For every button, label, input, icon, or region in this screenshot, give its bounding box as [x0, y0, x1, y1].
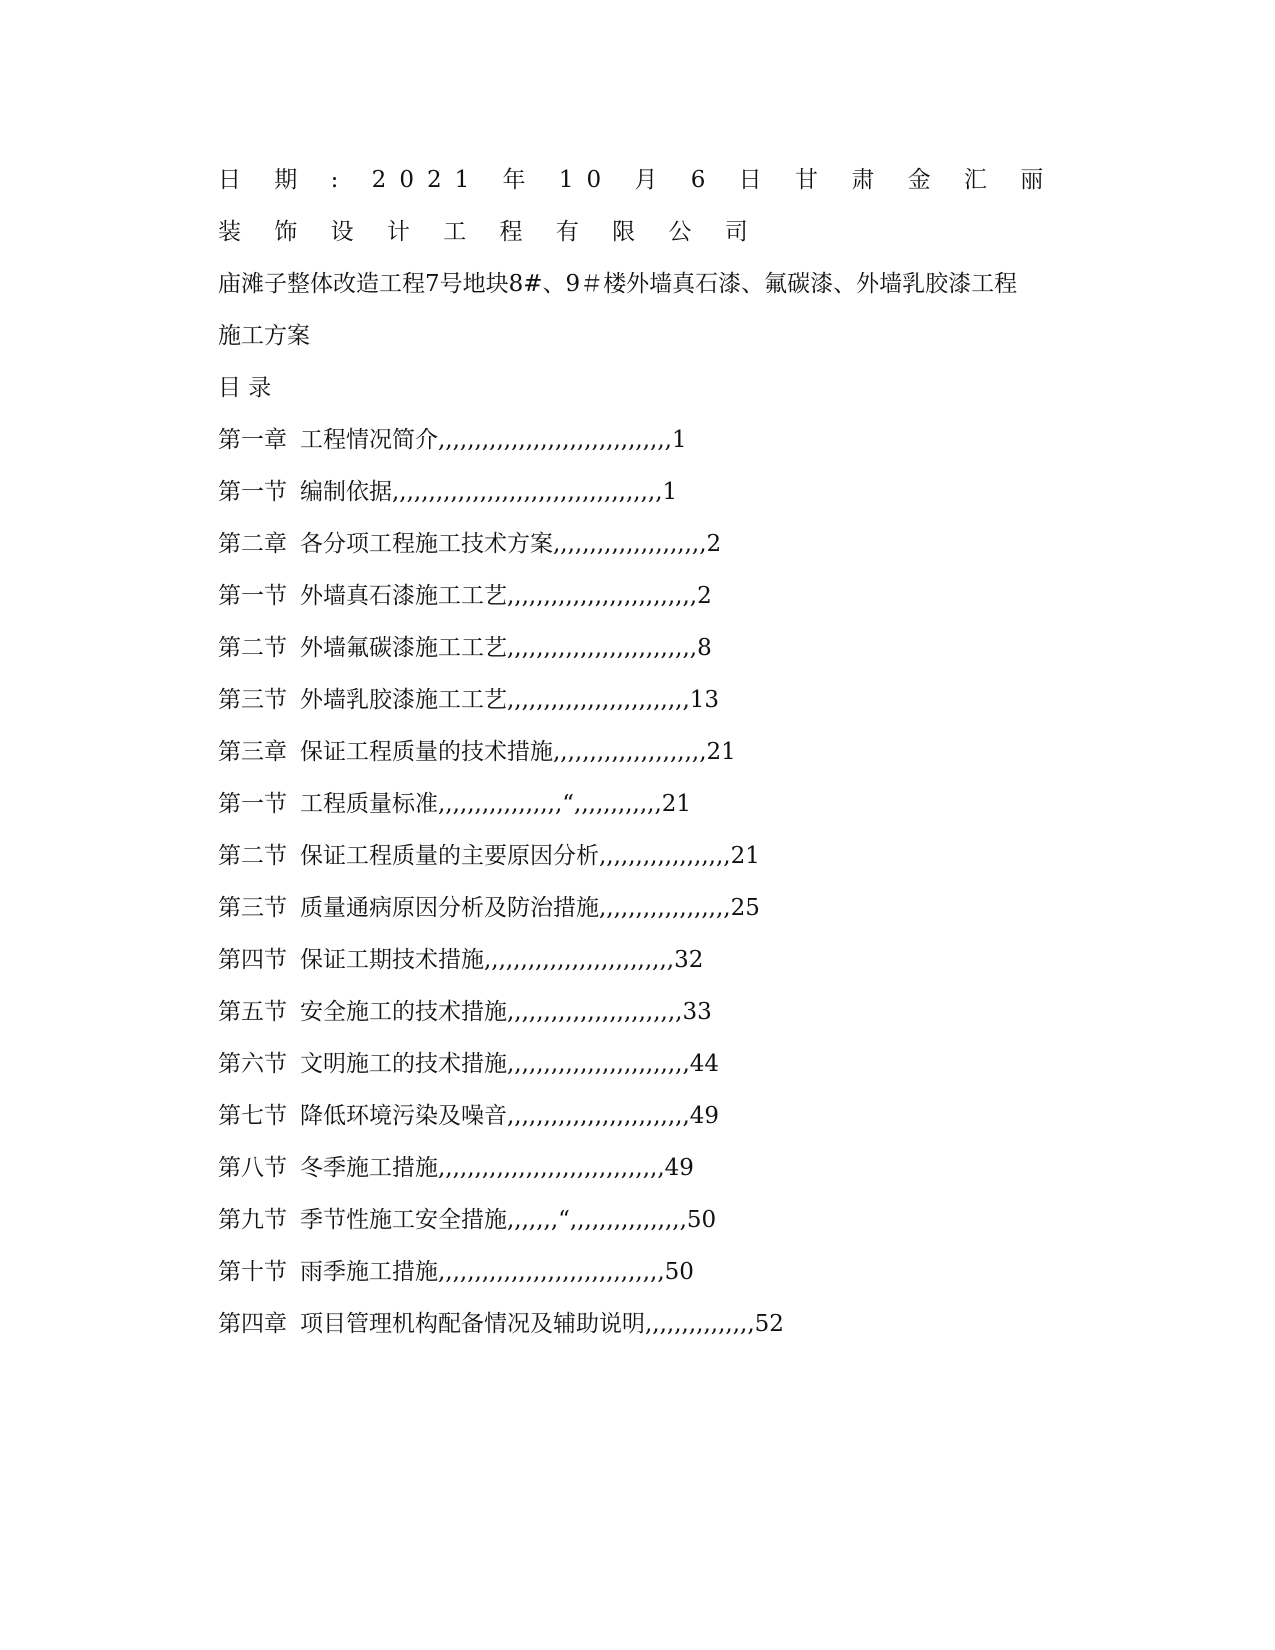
toc-entry-text: 外墙氟碳漆施工工艺,,,,,,,,,,,,,,,,,,,,,,,,,,8 — [300, 635, 712, 661]
toc-entry-text: 外墙乳胶漆施工工艺,,,,,,,,,,,,,,,,,,,,,,,,,13 — [300, 687, 720, 713]
toc-entry-label: 第三节 — [218, 895, 287, 921]
toc-entry — [218, 581, 712, 611]
toc-entry-text: 编制依据,,,,,,,,,,,,,,,,,,,,,,,,,,,,,,,,,,,,,1 — [300, 479, 678, 505]
toc-entry-label: 第九节 — [218, 1207, 287, 1233]
toc-entry-text: 降低环境污染及噪音,,,,,,,,,,,,,,,,,,,,,,,,,49 — [300, 1103, 720, 1129]
toc-entry-text: 保证工期技术措施,,,,,,,,,,,,,,,,,,,,,,,,,,32 — [300, 947, 704, 973]
toc-entry — [218, 893, 760, 923]
toc-entry-label: 第六节 — [218, 1051, 287, 1077]
toc-entry-text: 冬季施工措施,,,,,,,,,,,,,,,,,,,,,,,,,,,,,,,49 — [300, 1155, 694, 1181]
toc-entry-label: 第八节 — [218, 1155, 287, 1181]
toc-entry-text: 安全施工的技术措施,,,,,,,,,,,,,,,,,,,,,,,,33 — [300, 999, 712, 1025]
toc-entry-label: 第四章 — [218, 1311, 287, 1337]
toc-entry — [218, 1257, 694, 1287]
toc-entry-text: 雨季施工措施,,,,,,,,,,,,,,,,,,,,,,,,,,,,,,,50 — [300, 1259, 694, 1285]
toc-entry — [218, 997, 712, 1027]
toc-entry-label: 第一节 — [218, 479, 287, 505]
toc-entry — [218, 1309, 784, 1339]
toc-entry — [218, 841, 760, 871]
toc-entry-label: 第二节 — [218, 843, 287, 869]
toc-entry-text: 项目管理机构配备情况及辅助说明,,,,,,,,,,,,,,,52 — [300, 1311, 784, 1337]
toc-entry-text: 保证工程质量的技术措施,,,,,,,,,,,,,,,,,,,,,21 — [300, 739, 736, 765]
toc-entry-label: 第一章 — [218, 427, 287, 453]
toc-entry — [218, 633, 712, 663]
toc-entry-text: 质量通病原因分析及防治措施,,,,,,,,,,,,,,,,,,25 — [300, 895, 760, 921]
toc-entry-text: 外墙真石漆施工工艺,,,,,,,,,,,,,,,,,,,,,,,,,,2 — [300, 583, 712, 609]
toc-heading: 目 录 — [218, 375, 272, 401]
toc-entry-text: 工程质量标准,,,,,,,,,,,,,,,,,“,,,,,,,,,,,,21 — [300, 791, 692, 817]
toc-entry-label: 第二节 — [218, 635, 287, 661]
toc-entry — [218, 1049, 719, 1079]
project-subtitle: 施工方案 — [218, 323, 310, 349]
toc-entry-label: 第四节 — [218, 947, 287, 973]
toc-entry-text: 保证工程质量的主要原因分析,,,,,,,,,,,,,,,,,,21 — [300, 843, 760, 869]
toc-entry-label: 第一节 — [218, 583, 287, 609]
date-company-line: 日 期 : 2021 年 10 月 6 日 甘 肃 金 汇 丽 — [218, 167, 1057, 193]
company-name-line: 装 饰 设 计 工 程 有 限 公 司 — [218, 219, 761, 245]
toc-entry — [218, 685, 719, 715]
toc-entry — [218, 945, 703, 975]
toc-entry-label: 第三章 — [218, 739, 287, 765]
toc-entry — [218, 789, 691, 819]
toc-entry — [218, 425, 687, 455]
toc-entry-text: 各分项工程施工技术方案,,,,,,,,,,,,,,,,,,,,,2 — [300, 531, 722, 557]
toc-entry — [218, 737, 736, 767]
toc-entry — [218, 1205, 716, 1235]
toc-entry-text: 季节性施工安全措施,,,,,,,“,,,,,,,,,,,,,,,,50 — [300, 1207, 717, 1233]
toc-entry-label: 第一节 — [218, 791, 287, 817]
toc-entry — [218, 1101, 719, 1131]
toc-entry — [218, 477, 677, 507]
toc-entry — [218, 1153, 694, 1183]
toc-entry-text: 文明施工的技术措施,,,,,,,,,,,,,,,,,,,,,,,,,44 — [300, 1051, 720, 1077]
project-title: 庙滩子整体改造工程7号地块8#、9＃楼外墙真石漆、氟碳漆、外墙乳胶漆工程 — [218, 271, 1018, 297]
toc-entry-label: 第七节 — [218, 1103, 287, 1129]
toc-entry-label: 第五节 — [218, 999, 287, 1025]
toc-entry-label: 第二章 — [218, 531, 287, 557]
toc-entry-label: 第三节 — [218, 687, 287, 713]
toc-entry-text: 工程情况简介,,,,,,,,,,,,,,,,,,,,,,,,,,,,,,,,1 — [300, 427, 687, 453]
toc-entry — [218, 529, 721, 559]
toc-entry-label: 第十节 — [218, 1259, 287, 1285]
